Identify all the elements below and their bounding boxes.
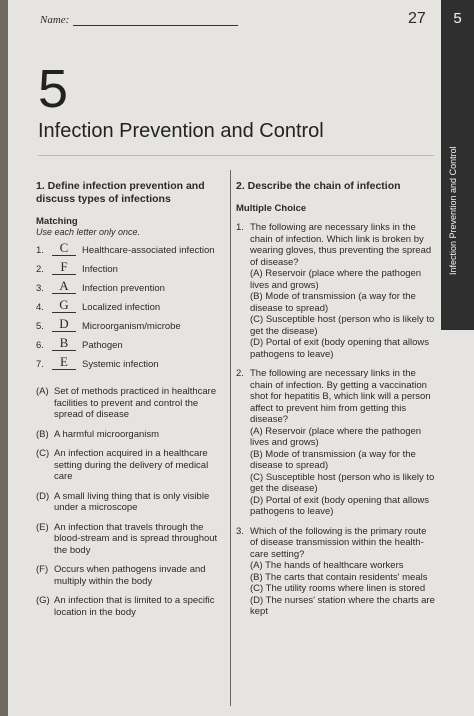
name-label: Name: xyxy=(40,14,70,26)
term: Healthcare-associated infection xyxy=(82,245,215,256)
section-heading: 1. Define infection prevention and discuss types of infections xyxy=(36,180,205,205)
definition-text: Set of methods practiced in healthcare facilities to prevent and control the spread of disease xyxy=(54,386,217,420)
matching-instruction: Use each letter only once. xyxy=(36,227,141,237)
definition-text: Occurs when pathogens invade and multiply within the body xyxy=(54,564,206,587)
matching-list xyxy=(36,237,226,370)
answer-blank[interactable]: G xyxy=(52,298,76,313)
column-divider xyxy=(230,170,231,706)
term: Pathogen xyxy=(82,340,123,351)
question-number: 3. xyxy=(236,525,244,537)
multiple-choice-heading: Multiple Choice xyxy=(236,203,307,214)
question xyxy=(236,222,436,360)
question xyxy=(236,368,436,518)
definition-letter: (C) xyxy=(36,448,50,459)
answer-option[interactable]: (A) Reservoir (place where the pathogen lives and grows) xyxy=(250,425,422,448)
question-stem xyxy=(236,368,436,426)
item-number: 7. xyxy=(36,359,44,370)
question-number: 2. xyxy=(236,368,244,379)
question-text: Which of the following is the primary route of disease transmission within the health-care setting? xyxy=(250,525,427,560)
matching-item xyxy=(36,313,226,332)
tab-label: Infection Prevention and Control xyxy=(448,146,458,276)
definition-letter: (F) xyxy=(36,564,49,575)
chapter-side-tab xyxy=(441,0,474,330)
matching-item xyxy=(36,275,226,294)
definition-letter: (B) xyxy=(36,428,49,440)
question xyxy=(236,526,436,618)
answer-option[interactable]: (D) The nurses' station where the charts are kept xyxy=(250,594,435,617)
term: Infection xyxy=(82,264,118,275)
answer-option[interactable]: (C) The utility rooms where linen is stored xyxy=(250,583,426,594)
definition-text: An infection that travels through the blood-stream and is spread throughout the body xyxy=(54,521,218,556)
divider xyxy=(38,155,434,156)
answer-option[interactable]: (C) Susceptible host (person who is likely to get the disease) xyxy=(250,471,435,494)
definition-item xyxy=(36,448,226,483)
definition-text: A harmful microorganism xyxy=(54,428,160,440)
answer-blank[interactable]: D xyxy=(52,317,76,332)
answer-blank[interactable]: F xyxy=(52,260,76,275)
definition-letter: (G) xyxy=(36,595,50,606)
definition-text: An infection acquired in a healthcare setting during the delivery of medical care xyxy=(54,448,209,482)
term: Infection prevention xyxy=(82,283,165,294)
definition-item xyxy=(36,491,226,514)
answer-option[interactable]: (D) Portal of exit (body opening that allows pathogens to leave) xyxy=(250,494,430,517)
definition-text: A small living thing that is only visible under a microscope xyxy=(54,490,210,513)
definition-text: An infection that is limited to a specific location in the body xyxy=(54,595,215,618)
term: Systemic infection xyxy=(82,359,159,370)
term: Microorganism/microbe xyxy=(82,321,181,332)
workbook-page xyxy=(8,0,474,716)
left-column xyxy=(36,180,226,618)
definition-letter: (E) xyxy=(36,521,49,533)
term: Localized infection xyxy=(82,302,161,313)
answer-option[interactable]: (B) Mode of transmission (a way for the disease to spread) xyxy=(250,448,416,471)
matching-heading: Matching xyxy=(36,216,78,227)
answer-blank[interactable]: E xyxy=(52,355,76,370)
definition-item xyxy=(36,522,226,557)
definition-item xyxy=(36,429,226,441)
question-stem xyxy=(236,526,436,561)
question-stem xyxy=(236,222,436,268)
definition-item xyxy=(36,595,226,618)
name-field xyxy=(40,14,238,26)
matching-item xyxy=(36,332,226,351)
name-line xyxy=(73,15,238,26)
item-number: 6. xyxy=(36,340,44,351)
definitions-list xyxy=(36,386,226,618)
answer-blank[interactable]: A xyxy=(52,279,76,294)
tab-number: 5 xyxy=(453,10,462,27)
question-text: The following are necessary links in the chain of infection. Which link is broken by wearing gloves, thus preventing the spread of disease? xyxy=(250,222,432,268)
question-number: 1. xyxy=(236,222,244,233)
chapter-number: 5 xyxy=(38,59,69,119)
answer-option[interactable]: (B) The carts that contain residents' meals xyxy=(250,571,428,583)
item-number: 2. xyxy=(36,264,44,275)
page-number: 27 xyxy=(408,10,426,27)
matching-item xyxy=(36,294,226,313)
item-number: 1. xyxy=(36,245,44,256)
definition-letter: (D) xyxy=(36,490,50,502)
right-column xyxy=(236,180,436,618)
definition-letter: (A) xyxy=(36,386,49,397)
item-number: 4. xyxy=(36,302,44,313)
question-text: The following are necessary links in the chain of infection. By getting a vaccination shot for hepatitis B, which link will a person affect to prevent him from getting this disease? xyxy=(250,368,431,425)
section-heading: 2. Describe the chain of infection xyxy=(236,180,401,192)
answer-blank[interactable]: B xyxy=(52,336,76,351)
item-number: 5. xyxy=(36,321,44,332)
answer-option[interactable]: (A) The hands of healthcare workers xyxy=(250,560,404,571)
answer-option[interactable]: (A) Reservoir (place where the pathogen lives and grows) xyxy=(250,268,422,291)
definition-item xyxy=(36,386,226,421)
chapter-title: Infection Prevention and Control xyxy=(38,120,324,142)
answer-blank[interactable]: C xyxy=(52,241,76,256)
answer-option[interactable]: (D) Portal of exit (body opening that allows pathogens to leave) xyxy=(250,337,430,360)
definition-item xyxy=(36,564,226,587)
answer-option[interactable]: (C) Susceptible host (person who is likely to get the disease) xyxy=(250,314,435,337)
item-number: 3. xyxy=(36,283,44,294)
matching-item xyxy=(36,237,226,256)
answer-option[interactable]: (B) Mode of transmission (a way for the disease to spread) xyxy=(250,291,416,314)
matching-item xyxy=(36,256,226,275)
matching-item xyxy=(36,351,226,370)
